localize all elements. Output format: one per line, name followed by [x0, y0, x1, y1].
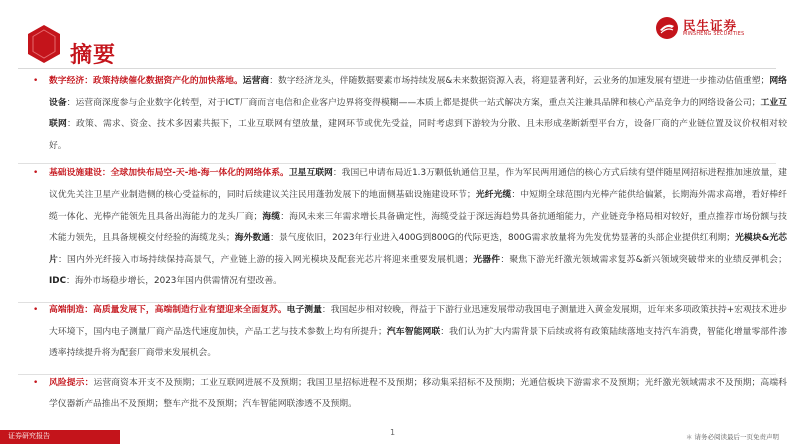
item-text: ：国内外光纤接入市场持续保持高景气，产业链上游的接入网光模块及配套光芯片将迎来重要发展机遇； — [58, 254, 473, 265]
brand-name-english: MINSHENG SECURITIES — [683, 32, 745, 37]
item-keyword: IDC — [49, 276, 67, 287]
brand-mark-icon — [655, 16, 679, 40]
brand-logo — [655, 14, 775, 42]
section-risk-warning — [33, 373, 787, 416]
item-keyword: 海缆 — [262, 211, 281, 222]
section-high-end-manufacturing — [33, 300, 787, 365]
item-keyword: 光模块&光芯片 — [49, 233, 787, 265]
item-text: ：运营商深度参与企业数字化转型，对于ICT厂商而言电信和企业客户边界将变得模糊——本质上都是提供一站式解决方案，重点关注兼具品牌和核心产品竞争力的网络设备公司； — [66, 97, 761, 108]
section-divider — [18, 163, 776, 164]
section-lead: 数字经济：政策持续催化数据资产化的加快落地。 — [49, 76, 243, 86]
brand-name: 民生证券 — [683, 18, 738, 33]
section-infrastructure — [33, 163, 787, 293]
item-keyword: 运营商 — [242, 76, 270, 86]
item-text: 运营商资本开支不及预期；工业互联网进展不及预期；我国卫星招标进程不及预期；移动集采招标不及预期；光通信板块下游需求不及预期；光纤激光领域需求不及预期；高端科学仪器新产品推出不及预期；整车产批不及预期；汽车智能网联渗透不及预期。 — [49, 377, 787, 410]
item-text: ：海风未来三年需求增长具备确定性，海缆受益于深远海趋势具备抗通缩能力，产业链竞争格局相对较好，重点推荐市场份额与技术能力领先，且具备规模交付经验的海缆龙头； — [49, 211, 787, 244]
item-keyword: 网络设备 — [49, 76, 787, 108]
bullet-icon: • — [33, 377, 39, 388]
item-text: ：我国起步相对较晚，得益于下游行业迅速发展带动我国电子测量进入黄金发展期，近年来多项政策扶持+宏观技术进步大环境下，国内电子测量厂商产品迭代速度加快，产品工艺与技术参数上均有所提升； — [49, 304, 787, 337]
bullet-icon: • — [33, 304, 39, 315]
summary-content — [33, 71, 787, 416]
section-lead: 基础设施建设：全球加快布局空-天-地-海一体化的网络体系。 — [49, 168, 289, 179]
section-divider — [18, 374, 776, 375]
section-digital-economy — [33, 71, 787, 157]
item-text: ：我们认为扩大内需背景下后续或将有政策陆续落地支持汽车消费，智能化增量零部件渗透率持续提升将为配套厂商带来发展机会。 — [49, 326, 787, 359]
item-keyword: 工业互联网 — [49, 97, 787, 130]
item-text: ：聚焦下游光纤激光领域需求复苏&新兴领域突破带来的业绩反弹机会； — [500, 254, 787, 265]
item-text: ：景气度依旧，2023年行业进入400G到800G的代际更迭，800G需求放量将为先发优势显著的头部企业提供红利期； — [270, 233, 736, 244]
item-keyword: 电子测量 — [286, 304, 322, 315]
item-keyword: 卫星互联网 — [288, 168, 333, 179]
page-number: 1 — [390, 428, 396, 437]
section-lead: 高端制造：高质量发展下，高端制造行业有望迎来全面复苏。 — [49, 304, 287, 315]
section-lead: 风险提示： — [49, 377, 94, 388]
item-text: ：数字经济龙头，伴随数据要素市场持续发展&未来数据资源入表，将迎显著利好，云业务的加速发展有望进一步推动估值重塑； — [269, 76, 770, 86]
item-text: ：中短期全球范围内光棒产能供给偏紧，长期海外需求高增，看好棒纤缆一体化、光棒产能领先且具备出海能力的龙头厂商； — [49, 189, 787, 222]
report-type-tag — [0, 430, 120, 444]
page-title: 摘要 — [70, 43, 117, 68]
item-keyword: 光器件 — [473, 254, 501, 265]
hexagon-logo-icon — [26, 24, 62, 64]
item-keyword: 海外数通 — [234, 233, 271, 244]
item-keyword: 汽车智能网联 — [386, 326, 441, 337]
item-keyword: 光纤光缆 — [475, 189, 512, 200]
header-divider — [18, 68, 776, 69]
item-text: ：我国已申请布局近1.3万颗低轨通信卫星，作为军民两用通信的核心方式后续有望伴随星网招标进程推加速放量，建议优先关注卫星产业制造侧的核心受益标的，同时后续建议关注民用蓬勃发展下的地面侧基础设施建设环节； — [49, 168, 787, 200]
item-text: ：政策、需求、资金、技术多因素共振下，工业互联网有望放量，建网环节或优先受益，同时考虑到下游较为分散、且未形成垄断新型平台方，设备厂商的产业链位置及议价权相对较好。 — [49, 119, 787, 151]
bullet-icon: • — [33, 76, 39, 86]
page-header — [0, 0, 793, 66]
disclaimer-note: ＊ 请务必阅读最后一页免责声明 — [685, 433, 779, 441]
item-text: ：海外市场稳步增长，2023年国内供需情况有望改善。 — [66, 276, 282, 287]
section-divider — [18, 302, 776, 303]
report-type-label: 证券研究报告 — [8, 432, 50, 440]
bullet-icon: • — [33, 168, 39, 179]
